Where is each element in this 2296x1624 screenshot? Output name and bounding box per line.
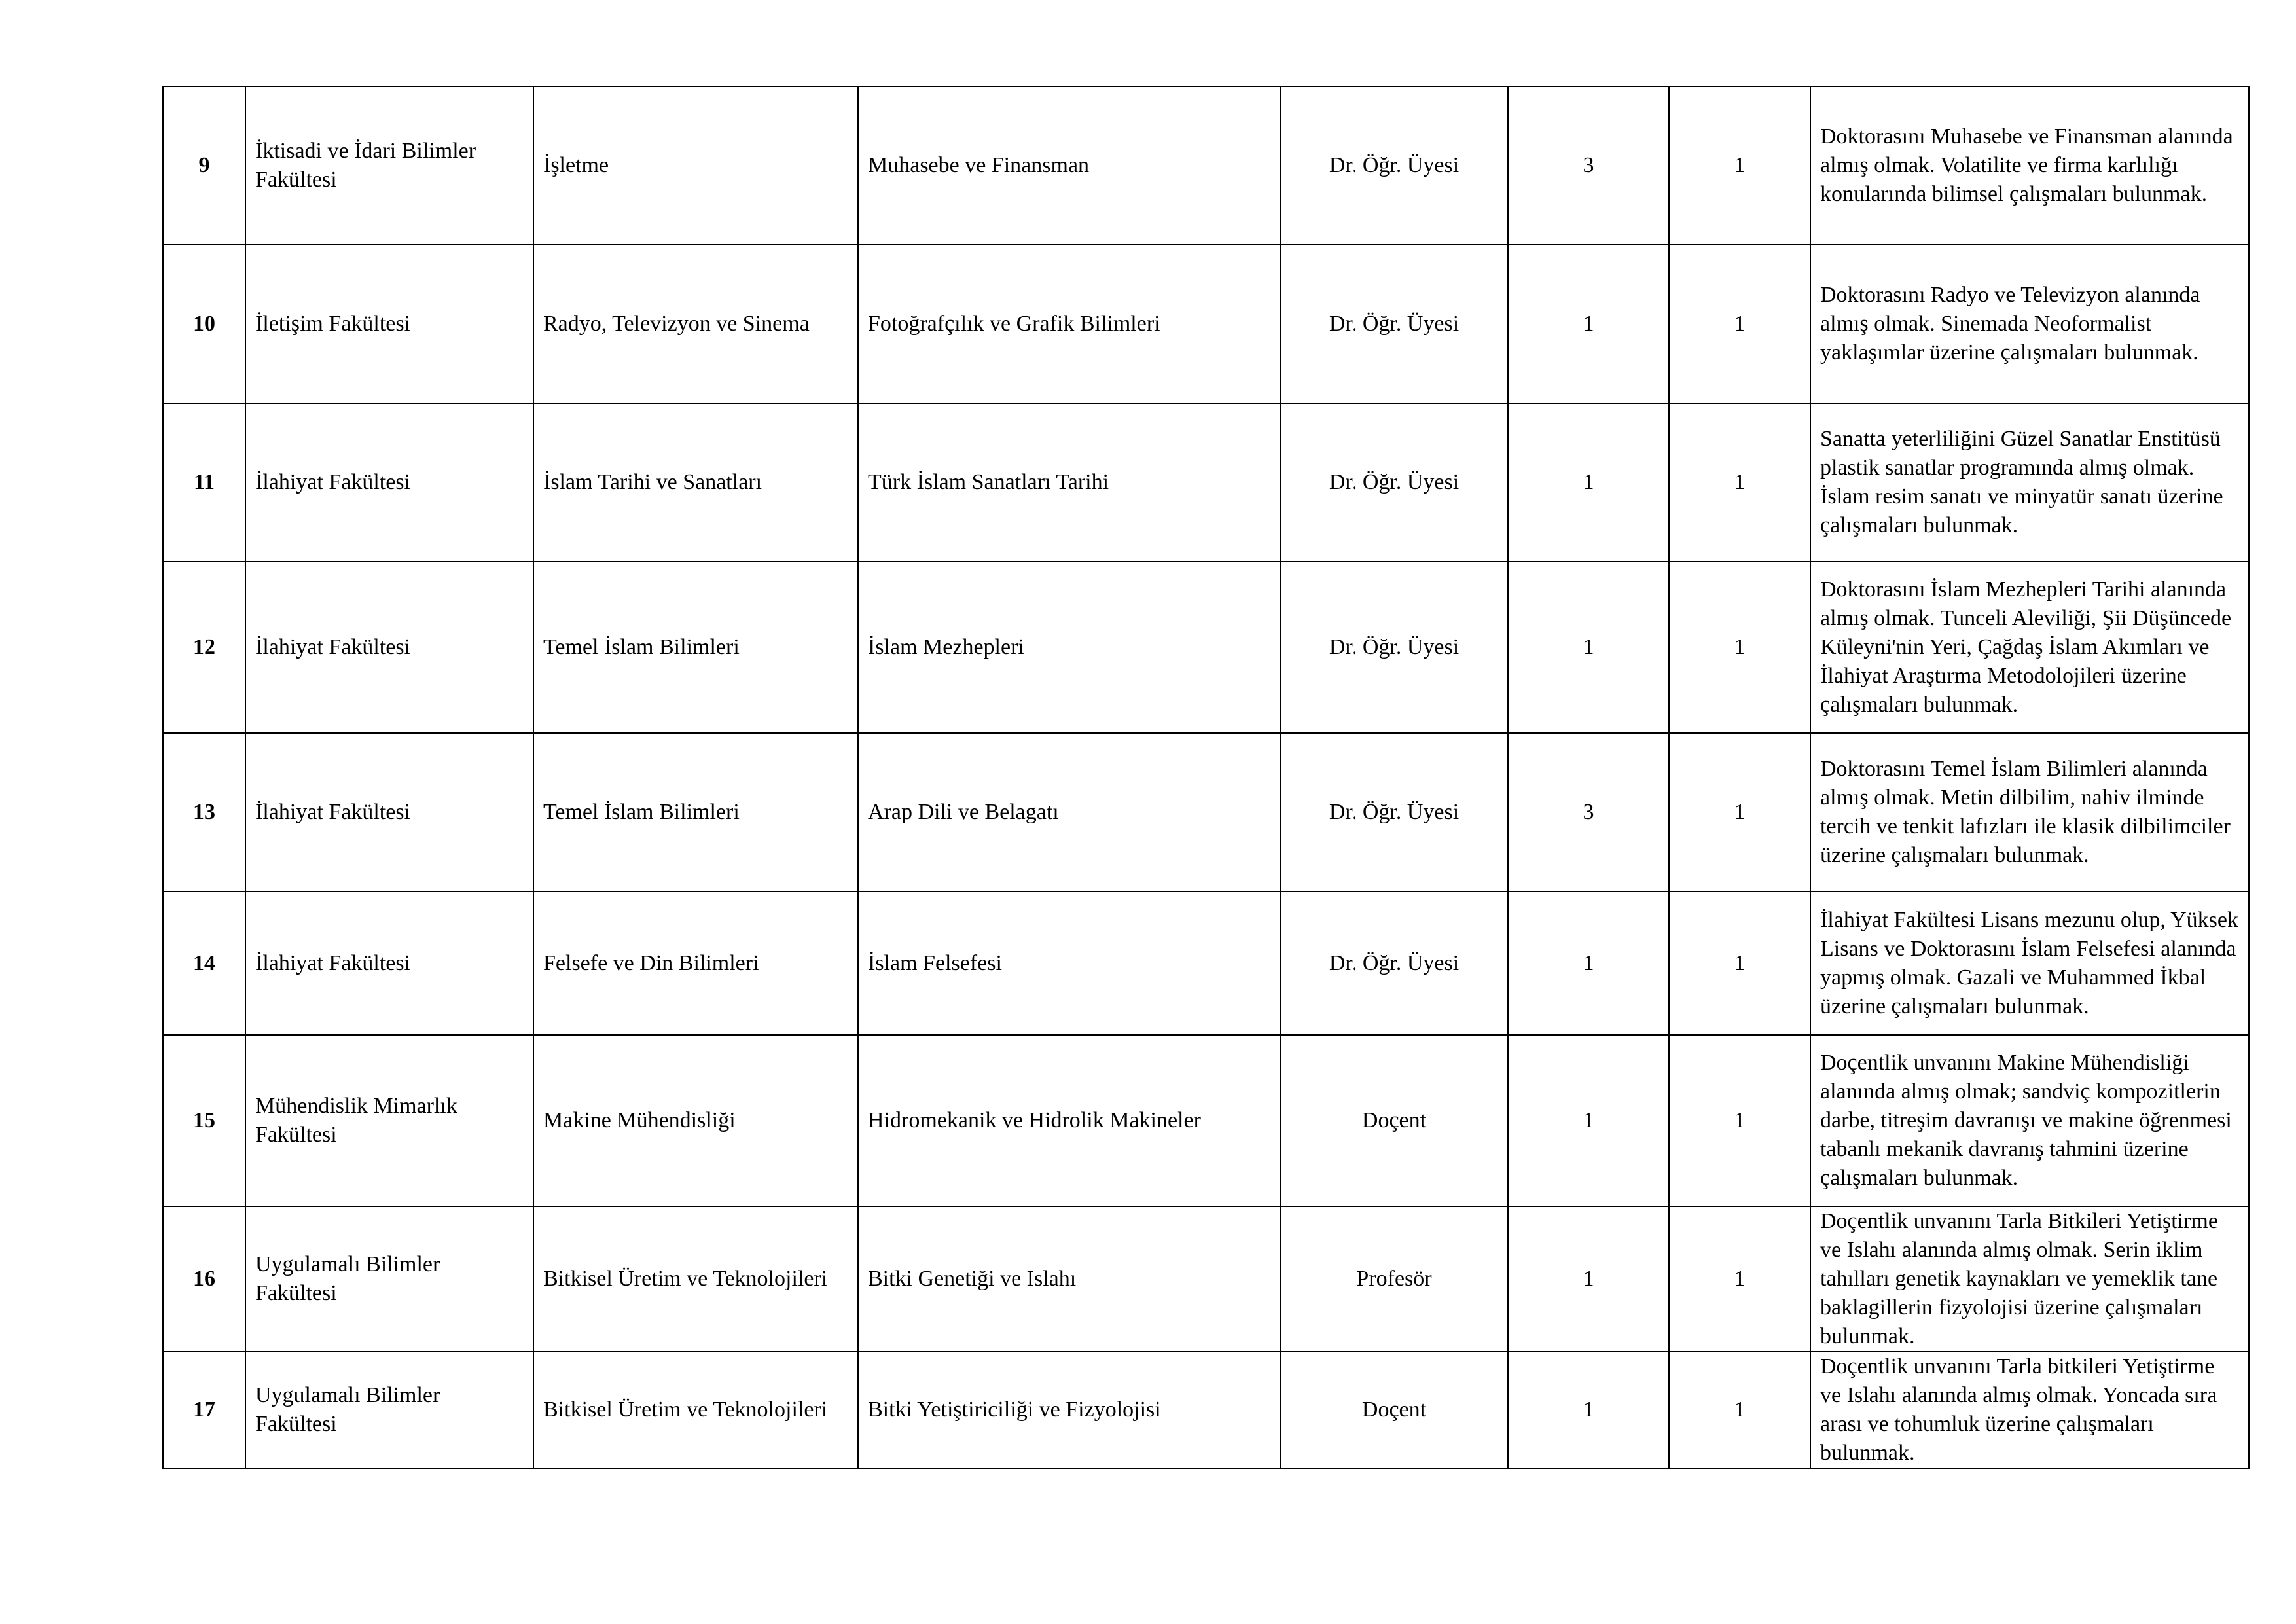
requirement-cell: İlahiyat Fakültesi Lisans mezunu olup, Yüksek Lisans ve Doktorasını İslam Felsefesi alanında yapmış olmak. Gazali ve Muhammed İkbal üzerine çalışmaları bulunmak. bbox=[1810, 892, 2249, 1035]
program-cell: Bitki Yetiştiriciliği ve Fizyolojisi bbox=[858, 1352, 1280, 1468]
title-cell: Dr. Öğr. Üyesi bbox=[1280, 733, 1508, 892]
table-row bbox=[163, 245, 2249, 403]
department-cell: Temel İslam Bilimleri bbox=[533, 733, 858, 892]
title-cell: Dr. Öğr. Üyesi bbox=[1280, 86, 1508, 245]
program-cell: Türk İslam Sanatları Tarihi bbox=[858, 403, 1280, 562]
degree-cell: 1 bbox=[1508, 1035, 1669, 1206]
degree-cell: 1 bbox=[1508, 562, 1669, 733]
title-cell: Doçent bbox=[1280, 1035, 1508, 1206]
title-cell: Dr. Öğr. Üyesi bbox=[1280, 245, 1508, 403]
row-number: 11 bbox=[163, 403, 245, 562]
program-cell: Arap Dili ve Belagatı bbox=[858, 733, 1280, 892]
row-number: 9 bbox=[163, 86, 245, 245]
faculty-cell: İktisadi ve İdari Bilimler Fakültesi bbox=[245, 86, 533, 245]
row-number: 16 bbox=[163, 1206, 245, 1352]
department-cell: İşletme bbox=[533, 86, 858, 245]
degree-cell: 1 bbox=[1508, 892, 1669, 1035]
degree-cell: 3 bbox=[1508, 86, 1669, 245]
table-row bbox=[163, 1035, 2249, 1206]
requirement-cell: Doçentlik unvanını Tarla Bitkileri Yetiştirme ve Islahı alanında almış olmak. Serin iklim tahılları genetik kaynakları ve yemeklik tane baklagillerin fizyolojisi üzerine çalışmaları bulunmak. bbox=[1810, 1206, 2249, 1352]
count-cell: 1 bbox=[1669, 86, 1810, 245]
faculty-cell: Uygulamalı Bilimler Fakültesi bbox=[245, 1352, 533, 1468]
count-cell: 1 bbox=[1669, 1035, 1810, 1206]
department-cell: Radyo, Televizyon ve Sinema bbox=[533, 245, 858, 403]
program-cell: Fotoğrafçılık ve Grafik Bilimleri bbox=[858, 245, 1280, 403]
program-cell: İslam Felsefesi bbox=[858, 892, 1280, 1035]
faculty-cell: Mühendislik Mimarlık Fakültesi bbox=[245, 1035, 533, 1206]
degree-cell: 1 bbox=[1508, 1352, 1669, 1468]
degree-cell: 3 bbox=[1508, 733, 1669, 892]
faculty-cell: Uygulamalı Bilimler Fakültesi bbox=[245, 1206, 533, 1352]
table-row bbox=[163, 892, 2249, 1035]
count-cell: 1 bbox=[1669, 1352, 1810, 1468]
table-row bbox=[163, 86, 2249, 245]
faculty-cell: İlahiyat Fakültesi bbox=[245, 733, 533, 892]
count-cell: 1 bbox=[1669, 245, 1810, 403]
degree-cell: 1 bbox=[1508, 245, 1669, 403]
degree-cell: 1 bbox=[1508, 403, 1669, 562]
faculty-cell: İlahiyat Fakültesi bbox=[245, 403, 533, 562]
department-cell: Bitkisel Üretim ve Teknolojileri bbox=[533, 1352, 858, 1468]
requirement-cell: Doktorasını İslam Mezhepleri Tarihi alanında almış olmak. Tunceli Aleviliği, Şii Düşüncede Küleyni'nin Yeri, Çağdaş İslam Akımları ve İlahiyat Araştırma Metodolojileri üzerine çalışmaları bulunmak. bbox=[1810, 562, 2249, 733]
row-number: 14 bbox=[163, 892, 245, 1035]
row-number: 17 bbox=[163, 1352, 245, 1468]
table-row bbox=[163, 733, 2249, 892]
row-number: 15 bbox=[163, 1035, 245, 1206]
department-cell: Bitkisel Üretim ve Teknolojileri bbox=[533, 1206, 858, 1352]
staff-position-table bbox=[162, 86, 2250, 1469]
program-cell: Hidromekanik ve Hidrolik Makineler bbox=[858, 1035, 1280, 1206]
requirement-cell: Doktorasını Radyo ve Televizyon alanında almış olmak. Sinemada Neoformalist yaklaşımlar üzerine çalışmaları bulunmak. bbox=[1810, 245, 2249, 403]
count-cell: 1 bbox=[1669, 892, 1810, 1035]
row-number: 12 bbox=[163, 562, 245, 733]
table-row bbox=[163, 1206, 2249, 1352]
count-cell: 1 bbox=[1669, 1206, 1810, 1352]
row-number: 13 bbox=[163, 733, 245, 892]
department-cell: Makine Mühendisliği bbox=[533, 1035, 858, 1206]
title-cell: Doçent bbox=[1280, 1352, 1508, 1468]
faculty-cell: İlahiyat Fakültesi bbox=[245, 892, 533, 1035]
faculty-cell: İletişim Fakültesi bbox=[245, 245, 533, 403]
requirement-cell: Doktorasını Temel İslam Bilimleri alanında almış olmak. Metin dilbilim, nahiv ilminde tercih ve tenkit lafızları ile klasik dilbilimciler üzerine çalışmaları bulunmak. bbox=[1810, 733, 2249, 892]
department-cell: Felsefe ve Din Bilimleri bbox=[533, 892, 858, 1035]
requirement-cell: Doktorasını Muhasebe ve Finansman alanında almış olmak. Volatilite ve firma karlılığı konularında bilimsel çalışmaları bulunmak. bbox=[1810, 86, 2249, 245]
title-cell: Dr. Öğr. Üyesi bbox=[1280, 892, 1508, 1035]
department-cell: İslam Tarihi ve Sanatları bbox=[533, 403, 858, 562]
title-cell: Profesör bbox=[1280, 1206, 1508, 1352]
department-cell: Temel İslam Bilimleri bbox=[533, 562, 858, 733]
table-row bbox=[163, 562, 2249, 733]
row-number: 10 bbox=[163, 245, 245, 403]
title-cell: Dr. Öğr. Üyesi bbox=[1280, 562, 1508, 733]
count-cell: 1 bbox=[1669, 562, 1810, 733]
degree-cell: 1 bbox=[1508, 1206, 1669, 1352]
program-cell: Muhasebe ve Finansman bbox=[858, 86, 1280, 245]
table-row bbox=[163, 403, 2249, 562]
count-cell: 1 bbox=[1669, 403, 1810, 562]
faculty-cell: İlahiyat Fakültesi bbox=[245, 562, 533, 733]
program-cell: Bitki Genetiği ve Islahı bbox=[858, 1206, 1280, 1352]
table-row bbox=[163, 1352, 2249, 1468]
count-cell: 1 bbox=[1669, 733, 1810, 892]
requirement-cell: Doçentlik unvanını Makine Mühendisliği alanında almış olmak; sandviç kompozitlerin darbe, titreşim davranışı ve makine öğrenmesi tabanlı mekanik davranış tahmini üzerine çalışmaları bulunmak. bbox=[1810, 1035, 2249, 1206]
requirement-cell: Sanatta yeterliliğini Güzel Sanatlar Enstitüsü plastik sanatlar programında almış olmak. İslam resim sanatı ve minyatür sanatı üzerine çalışmaları bulunmak. bbox=[1810, 403, 2249, 562]
title-cell: Dr. Öğr. Üyesi bbox=[1280, 403, 1508, 562]
requirement-cell: Doçentlik unvanını Tarla bitkileri Yetiştirme ve Islahı alanında almış olmak. Yoncada sıra arası ve tohumluk üzerine çalışmaları bulunmak. bbox=[1810, 1352, 2249, 1468]
program-cell: İslam Mezhepleri bbox=[858, 562, 1280, 733]
